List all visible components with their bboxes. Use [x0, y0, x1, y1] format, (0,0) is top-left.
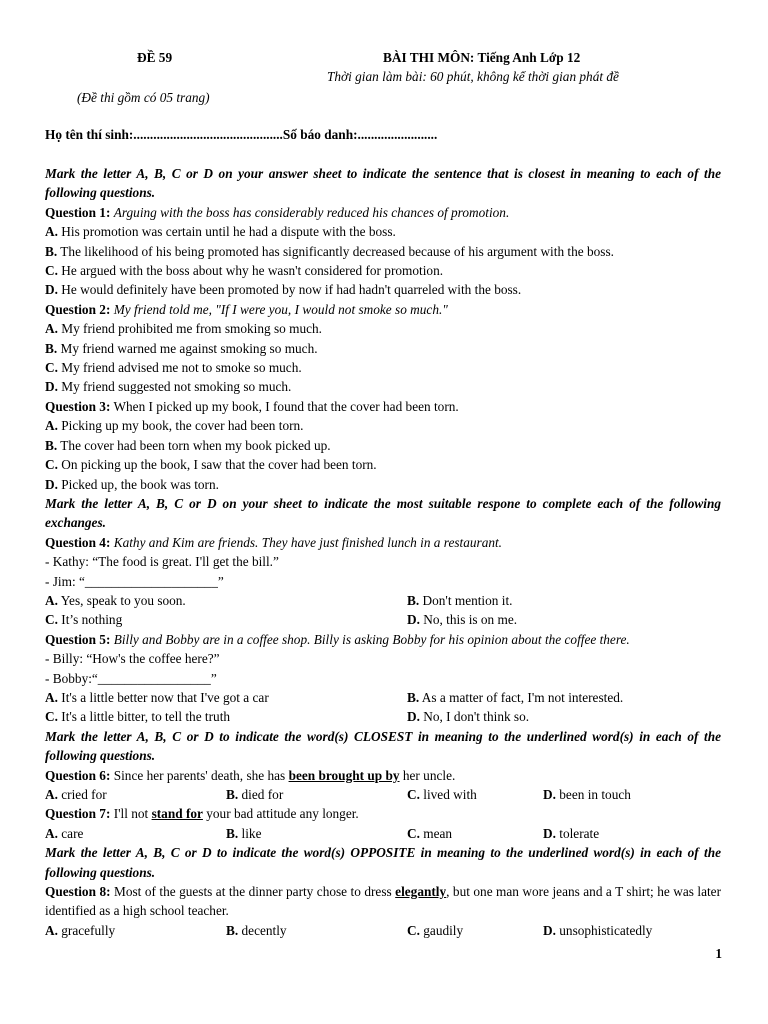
- page-number: 1: [715, 946, 722, 961]
- exam-header: [45, 48, 721, 110]
- q4-options-row-1: [45, 591, 721, 610]
- question-5-stem: Billy and Bobby are in a coffee shop. Billy is asking Bobby for his opinion about the coffee there.: [113, 631, 630, 647]
- question-6: Question 6: Since her parents' death, she has been brought up by her uncle.: [45, 767, 456, 783]
- q6-option-b: B. died for: [226, 786, 284, 802]
- q1-option-c: C. He argued with the boss about why he wasn't considered for promotion.: [45, 263, 444, 279]
- q3-option-d: D. Picked up, the book was torn.: [45, 476, 219, 492]
- q8-option-a: A. gracefully: [45, 922, 116, 938]
- question-4-stem: Kathy and Kim are friends. They have just finished lunch in a restaurant.: [113, 534, 503, 550]
- question-2-stem: My friend told me, "If I were you, I would not smoke so much.": [113, 301, 448, 317]
- exam-page: [45, 48, 721, 940]
- q3-option-a: A. Picking up my book, the cover had been torn.: [45, 418, 304, 434]
- q2-option-a: A. My friend prohibited me from smoking so much.: [45, 321, 322, 337]
- q6-option-a: A. cried for: [45, 786, 107, 802]
- q7-option-a: A. care: [45, 825, 84, 841]
- q4-option-d: D. No, this is on me.: [407, 612, 518, 628]
- q6-option-c: C. lived with: [407, 786, 477, 802]
- q7-option-d: D. tolerate: [543, 825, 600, 841]
- exam-time: Thời gian làm bài: 60 phút, không kể thời gian phát đề: [327, 69, 619, 84]
- q2-option-c: C. My friend advised me not to smoke so much.: [45, 360, 302, 376]
- q4-option-b: B. Don't mention it.: [407, 592, 513, 608]
- q8-options: [45, 921, 721, 940]
- question-7: Question 7: I'll not stand for your bad attitude any longer.: [45, 806, 359, 822]
- q6-options: [45, 785, 721, 804]
- student-info-line: Họ tên thí sinh:.............................................Số báo danh:........................: [45, 127, 438, 142]
- q5-option-c: C. It's a little bitter, to tell the truth: [45, 709, 231, 725]
- q8-underlined-word: elegantly: [395, 883, 447, 899]
- q7-options: [45, 824, 721, 843]
- q7-option-c: C. mean: [407, 825, 453, 841]
- section-3-instruction: Mark the letter A, B, C or D to indicate the word(s) CLOSEST in meaning to the underlined word(s) in each of the following questions.: [45, 728, 721, 764]
- q4-option-a: A. Yes, speak to you soon.: [45, 592, 186, 608]
- q5-option-b: B. As a matter of fact, I'm not interested.: [407, 689, 624, 705]
- q4-dialogue-line-2: - Jim: “____________________”: [45, 573, 224, 589]
- q8-option-b: B. decently: [226, 922, 287, 938]
- q1-option-a: A. His promotion was certain until he had a dispute with the boss.: [45, 224, 396, 240]
- question-2: Question 2: My friend told me, "If I were you, I would not smoke so much.": [45, 301, 448, 317]
- question-1-stem: Arguing with the boss has considerably reduced his chances of promotion.: [113, 204, 510, 220]
- q7-option-b: B. like: [226, 825, 262, 841]
- q3-option-b: B. The cover had been torn when my book picked up.: [45, 437, 331, 453]
- exam-subject: BÀI THI MÔN: Tiếng Anh Lớp 12: [383, 50, 581, 65]
- question-4: Question 4: Kathy and Kim are friends. They have just finished lunch in a restaurant.: [45, 534, 503, 550]
- section-2-instruction: Mark the letter A, B, C or D on your sheet to indicate the most suitable respone to complete each of the following exchanges.: [45, 495, 721, 531]
- question-8: Question 8: Most of the guests at the dinner party chose to dress elegantly, but one man wore jeans and a T shirt; he was later identified as a high school teacher.: [45, 883, 722, 919]
- q1-option-d: D. He would definitely have been promoted by now if had hadn't quarreled with the boss.: [45, 282, 522, 298]
- exam-page-count: (Đề thi gồm có 05 trang): [77, 90, 210, 105]
- exam-code: ĐỀ 59: [137, 50, 173, 65]
- q3-option-c: C. On picking up the book, I saw that the cover had been torn.: [45, 457, 377, 473]
- q4-dialogue-line-1: - Kathy: “The food is great. I'll get the bill.”: [45, 554, 279, 570]
- q2-option-b: B. My friend warned me against smoking so much.: [45, 340, 318, 356]
- question-3-stem: When I picked up my book, I found that the cover had been torn.: [113, 398, 459, 414]
- question-3: Question 3: When I picked up my book, I found that the cover had been torn.: [45, 398, 459, 414]
- q5-options-row-2: [45, 707, 721, 726]
- q5-dialogue-line-2: - Bobby:“_________________”: [45, 670, 217, 686]
- q4-options-row-2: [45, 610, 721, 629]
- q6-option-d: D. been in touch: [543, 786, 631, 802]
- q6-underlined-phrase: been brought up by: [288, 767, 400, 783]
- question-5: Question 5: Billy and Bobby are in a coffee shop. Billy is asking Bobby for his opinion about the coffee there.: [45, 631, 630, 647]
- section-4-instruction: Mark the letter A, B, C or D to indicate the word(s) OPPOSITE in meaning to the underlined word(s) in each of the following questions.: [45, 845, 721, 880]
- q5-options-row-1: [45, 688, 721, 707]
- q5-option-a: A. It's a little better now that I've got a car: [45, 689, 269, 705]
- question-1: Question 1: Arguing with the boss has considerably reduced his chances of promotion.: [45, 204, 510, 220]
- section-1-instruction: Mark the letter A, B, C or D on your answer sheet to indicate the sentence that is closest in meaning to each of the following questions.: [45, 166, 721, 201]
- q1-option-b: B. The likelihood of his being promoted has significantly decreased because of his argument with the boss.: [45, 243, 614, 259]
- q5-option-d: D. No, I don't think so.: [407, 709, 530, 725]
- q5-dialogue-line-1: - Billy: “How's the coffee here?”: [45, 651, 220, 667]
- q2-option-d: D. My friend suggested not smoking so much.: [45, 379, 292, 395]
- q4-option-c: C. It’s nothing: [45, 612, 123, 628]
- q8-option-d: D. unsophisticatedly: [543, 922, 653, 938]
- q8-option-c: C. gaudily: [407, 922, 464, 938]
- q7-underlined-phrase: stand for: [151, 806, 203, 822]
